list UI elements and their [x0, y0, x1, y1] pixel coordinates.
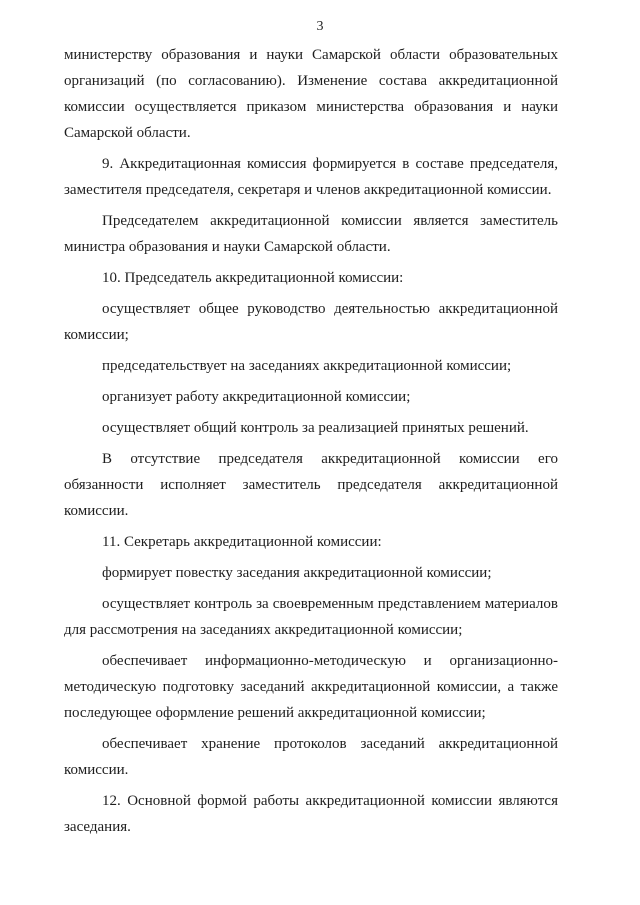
paragraph-chairman-absence: В отсутствие председателя аккредитационной комиссии его обязанности исполняет заместитель председателя аккредитационной комиссии.	[64, 451, 558, 519]
paragraph-secretary-duty-2: осуществляет контроль за своевременным представлением материалов для рассмотрения на заседаниях аккредитационной комиссии;	[64, 596, 558, 638]
paragraph-chairman: Председателем аккредитационной комиссии является заместитель министра образования и науки Самарской области.	[64, 213, 558, 255]
paragraph-item-12: 12. Основной формой работы аккредитационной комиссии являются заседания.	[64, 793, 558, 835]
paragraph-secretary-duty-4: обеспечивает хранение протоколов заседаний аккредитационной комиссии.	[64, 736, 558, 778]
page-number: 3	[316, 19, 324, 34]
document-body	[64, 42, 558, 845]
paragraph-chairman-duty-1: осуществляет общее руководство деятельностью аккредитационной комиссии;	[64, 301, 558, 343]
paragraph-chairman-duty-3: организует работу аккредитационной комиссии;	[102, 389, 411, 405]
paragraph-secretary-duty-1: формирует повестку заседания аккредитационной комиссии;	[102, 565, 492, 581]
paragraph-chairman-duty-4: осуществляет общий контроль за реализацией принятых решений.	[102, 420, 529, 436]
paragraph-chairman-duty-2: председательствует на заседаниях аккредитационной комиссии;	[102, 358, 512, 374]
paragraph-item-10: 10. Председатель аккредитационной комиссии:	[102, 270, 404, 286]
paragraph-continuation: министерству образования и науки Самарской области образовательных организаций (по согласованию). Изменение состава аккредитационной комиссии осуществляется приказом министерства образования и науки Самарской области.	[64, 47, 558, 141]
paragraph-secretary-duty-3: обеспечивает информационно-методическую и организационно-методическую подготовку заседаний аккредитационной комиссии, а также последующее оформление решений аккредитационной комиссии;	[64, 653, 558, 721]
paragraph-item-9: 9. Аккредитационная комиссия формируется в составе председателя, заместителя председателя, секретаря и членов аккредитационной комиссии.	[64, 156, 558, 198]
paragraph-item-11: 11. Секретарь аккредитационной комиссии:	[102, 534, 382, 550]
